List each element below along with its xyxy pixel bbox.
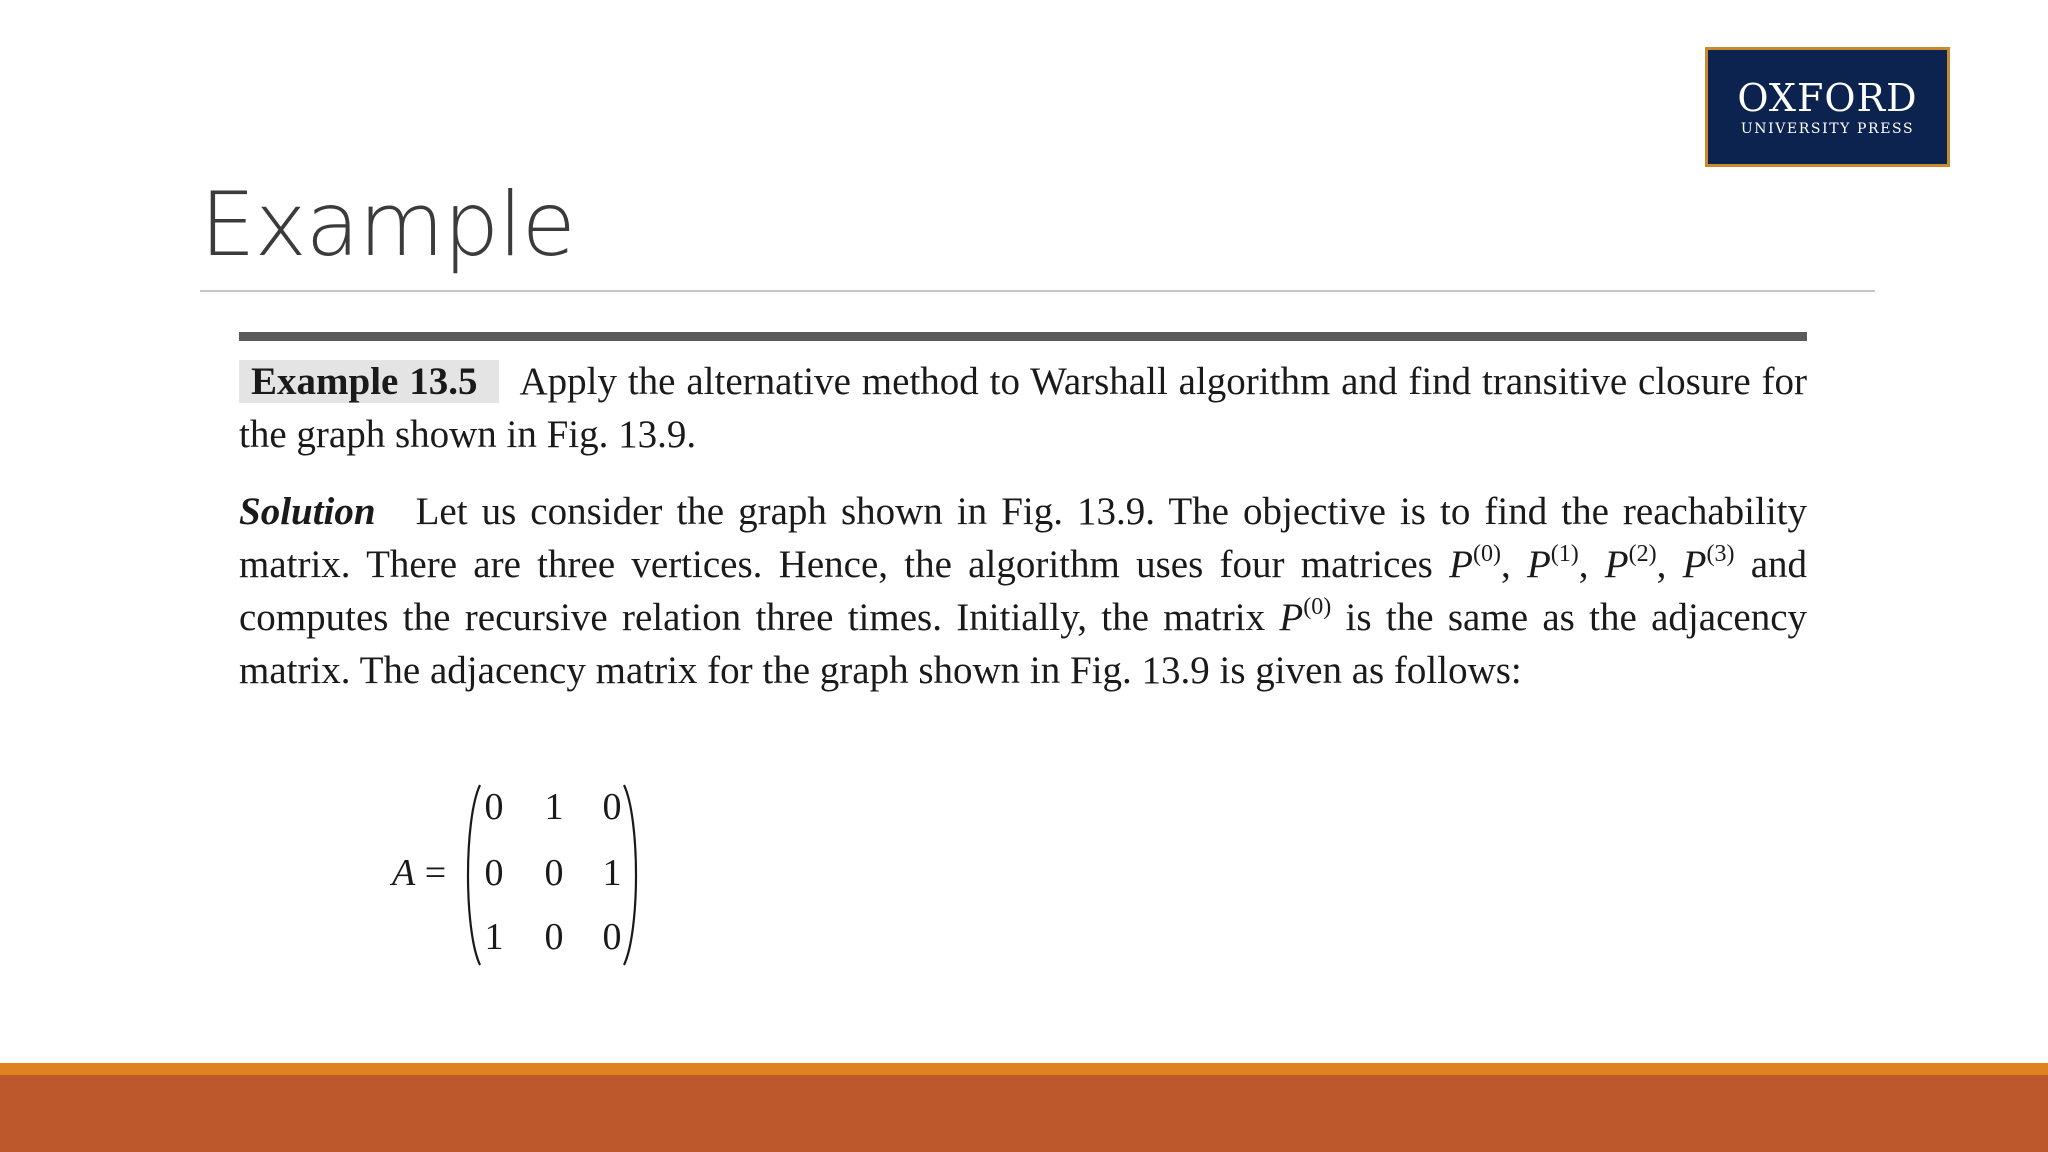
- solution-label: Solution: [239, 490, 376, 533]
- matrix-cell: 0: [602, 916, 622, 958]
- adjacency-matrix: [392, 773, 692, 973]
- matrix-lhs: [392, 851, 446, 895]
- matrix-cell: 1: [602, 852, 622, 894]
- footer-accent-stripe: [0, 1063, 2048, 1075]
- matrix-p-symbol: P: [1526, 543, 1551, 586]
- oxford-university-press-logo: [1705, 47, 1950, 167]
- logo-subtitle: UNIVERSITY PRESS: [1740, 121, 1915, 137]
- solution-text-1: Let us consider the graph shown in Fig. 13.9. The objective is to find the reachability matrix. There are three vertices. Hence, the algorithm uses four matrices: [239, 490, 1807, 586]
- slide-title: Example: [200, 173, 575, 276]
- superscript-3: (3): [1706, 541, 1735, 567]
- example-statement: Apply the alternative method to Warshall algorithm and find transitive closure for the graph shown in Fig. 13.9.: [239, 360, 1807, 456]
- excerpt-top-bar: [239, 332, 1807, 341]
- matrix-cell: 0: [602, 786, 622, 828]
- example-label: Example 13.5: [239, 360, 499, 403]
- title-divider: [200, 290, 1875, 292]
- comma: ,: [1500, 543, 1511, 586]
- matrix-variable: A: [392, 852, 416, 894]
- example-paragraph: [239, 355, 1807, 461]
- comma: ,: [1656, 543, 1667, 586]
- textbook-excerpt: [239, 332, 1807, 697]
- logo-name: OXFORD: [1737, 76, 1918, 120]
- superscript-0: (0): [1472, 541, 1501, 567]
- matrix-cell: 0: [484, 852, 504, 894]
- matrix-p-symbol: P: [1279, 596, 1304, 639]
- matrix-cell: 0: [484, 786, 504, 828]
- equals-sign: =: [415, 852, 447, 894]
- superscript-1: (1): [1550, 541, 1579, 567]
- solution-text-3: is the same as the adjacency matrix. The adjacency matrix for the graph shown in Fig. 13.9 is given as follows:: [239, 596, 1808, 692]
- comma: ,: [1578, 543, 1589, 586]
- matrix-p-symbol: P: [1682, 543, 1707, 586]
- superscript-0: (0): [1303, 594, 1332, 620]
- solution-text-2: and computes the recursive relation three times. Initially, the matrix: [239, 543, 1808, 639]
- superscript-2: (2): [1628, 541, 1657, 567]
- matrix-cell: 0: [544, 852, 564, 894]
- matrix-p-symbol: P: [1604, 543, 1629, 586]
- matrix-cell: 1: [484, 916, 504, 958]
- matrix-cell: 1: [544, 786, 564, 828]
- footer-band: [0, 1075, 2048, 1152]
- matrix-cell: 0: [544, 916, 564, 958]
- matrix-p-symbol: P: [1449, 543, 1473, 586]
- solution-paragraph: [239, 485, 1807, 697]
